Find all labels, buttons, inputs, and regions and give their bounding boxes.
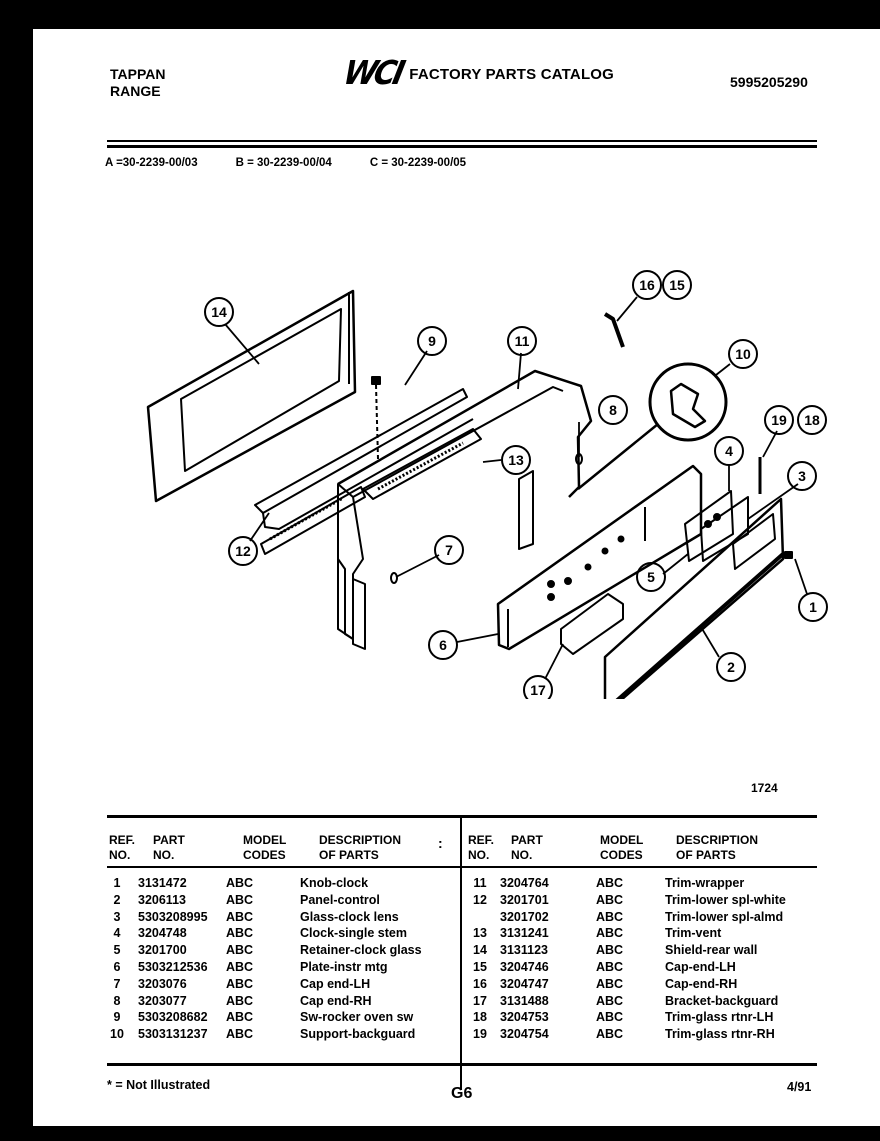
callout-6: [429, 631, 457, 659]
part-shield-rear-wall: [148, 291, 355, 501]
callout-2: [717, 653, 745, 681]
part-trim-vent: [363, 429, 481, 499]
callout-11: [508, 327, 536, 355]
table-row: 19 3204754 ABC Trim-glass rtnr-RH: [473, 1027, 775, 1042]
svg-text:15: 15: [669, 277, 685, 293]
part-bracket-backguard: [561, 594, 623, 654]
table-row: 3 5303208995 ABC Glass-clock lens: [113, 909, 399, 924]
figure-number: 1724: [751, 781, 778, 795]
callout-12: [229, 537, 257, 565]
table-row: 14 3131123 ABC Shield-rear wall: [473, 943, 758, 958]
svg-text:8: 8: [609, 402, 617, 418]
model-list: [105, 157, 504, 169]
table-row: 2 3206113 ABC Panel-control: [113, 892, 380, 907]
svg-text:16: 16: [639, 277, 655, 293]
parts-list-left: [96, 875, 422, 1043]
table-top-rule: [107, 815, 817, 818]
callout-15: [663, 271, 691, 299]
table-row: 15 3204746 ABC Cap-end-LH: [473, 959, 736, 974]
table-row: 6 5303212536 ABC Plate-instr mtg: [113, 959, 388, 974]
table-row: 18 3204753 ABC Trim-glass rtnr-LH: [473, 1010, 774, 1025]
callout-3: [788, 462, 816, 490]
not-illustrated-note: * = Not Illustrated: [107, 1078, 211, 1092]
page-code: G6: [451, 1085, 473, 1102]
svg-text:6: 6: [439, 637, 447, 653]
header-part-right: PART NO.: [511, 833, 543, 862]
catalog-number: 5995205290: [730, 74, 808, 90]
header-rule-left: [107, 866, 460, 868]
svg-text:11: 11: [514, 333, 530, 349]
part-cap-end-lh: [391, 573, 397, 583]
part-plate-instrument-mounting: [498, 466, 701, 649]
svg-text:4: 4: [725, 443, 733, 459]
table-row: 12 3201701 ABC Trim-lower spl-white: [473, 892, 786, 907]
table-row: 3201702 ABC Trim-lower spl-almd: [500, 909, 784, 924]
callout-14: [205, 298, 233, 326]
svg-text:12: 12: [235, 543, 251, 559]
catalog-title: FACTORY PARTS CATALOG: [409, 65, 615, 83]
revision-date: 4/91: [787, 1080, 812, 1094]
header-desc-right: DESCRIPTION OF PARTS: [676, 833, 759, 862]
wci-logo-mark: WCI: [340, 54, 406, 93]
callout-18: [798, 406, 826, 434]
svg-text:18: 18: [804, 412, 820, 428]
part-clock-assembly: [685, 491, 748, 561]
exploded-parts-diagram: [133, 239, 833, 699]
table-row: 11 3204764 ABC Trim-wrapper: [473, 876, 745, 890]
model-a: A =30-2239-00/03: [105, 157, 198, 169]
detail-support-backguard: [578, 364, 726, 489]
svg-text:13: 13: [508, 452, 524, 468]
table-row: 9 5303208682 ABC Sw-rocker oven sw: [113, 1010, 414, 1025]
svg-text:10: 10: [735, 346, 751, 362]
part-trim-wrapper: [338, 371, 591, 649]
parts-list-right: [460, 875, 786, 1043]
callout-4: [715, 437, 743, 465]
svg-text:14: 14: [211, 304, 227, 320]
header-ref-right: REF. NO.: [468, 833, 495, 862]
brand-name: TAPPAN: [110, 66, 166, 82]
table-row: 10 5303131237 ABC Support-backguard: [110, 1027, 416, 1042]
svg-text:17: 17: [530, 682, 546, 698]
svg-text:7: 7: [445, 542, 453, 558]
callout-19: [765, 406, 793, 434]
callout-10: [729, 340, 757, 368]
part-clock-knob: [785, 552, 792, 558]
part-trim-lower: [255, 389, 473, 554]
catalog-page: [33, 29, 880, 1126]
table-row: 17 3131488 ABC Bracket-backguard: [473, 993, 779, 1008]
callout-9: [418, 327, 446, 355]
callout-8: [599, 396, 627, 424]
part-end-cap: [605, 314, 623, 347]
callout-13: [502, 446, 530, 474]
svg-text:3: 3: [798, 468, 806, 484]
callout-labels: [205, 271, 827, 699]
callout-5: [637, 563, 665, 591]
header-desc-left: DESCRIPTION OF PARTS: [319, 833, 402, 862]
table-row: 1 3131472 ABC Knob-clock: [113, 876, 369, 890]
table-row: 5 3201700 ABC Retainer-clock glass: [113, 943, 422, 958]
header-ref-left: REF. NO.: [109, 833, 136, 862]
table-row: 7 3203076 ABC Cap end-LH: [113, 976, 371, 991]
table-row: 16 3204747 ABC Cap-end-RH: [473, 976, 738, 991]
table-row: 13 3131241 ABC Trim-vent: [473, 926, 722, 941]
brand-block: [110, 66, 165, 100]
callout-1: [799, 593, 827, 621]
header-model-left: MODEL CODES: [243, 833, 287, 862]
callout-7: [435, 536, 463, 564]
table-bottom-rule: [107, 1063, 817, 1066]
header-colon-mark: :: [438, 835, 443, 851]
header-rule-right: [462, 866, 817, 868]
header-rule-thick: [107, 145, 817, 148]
header-model-right: MODEL CODES: [600, 833, 644, 862]
svg-text:5: 5: [647, 569, 655, 585]
header-part-left: PART NO.: [153, 833, 185, 862]
model-b: B = 30-2239-00/04: [235, 157, 332, 169]
svg-text:19: 19: [771, 412, 787, 428]
header-rule: [107, 140, 817, 142]
callout-16: [633, 271, 661, 299]
catalog-logo: [340, 54, 615, 93]
table-row: 4 3204748 ABC Clock-single stem: [113, 926, 407, 941]
part-panel-control: [605, 499, 783, 699]
table-row: 8 3203077 ABC Cap end-RH: [113, 993, 372, 1008]
model-c: C = 30-2239-00/05: [369, 157, 467, 169]
svg-text:1: 1: [809, 599, 817, 615]
svg-text:9: 9: [428, 333, 436, 349]
callout-17: [524, 676, 552, 699]
product-type: RANGE: [110, 83, 161, 99]
svg-text:2: 2: [727, 659, 735, 675]
